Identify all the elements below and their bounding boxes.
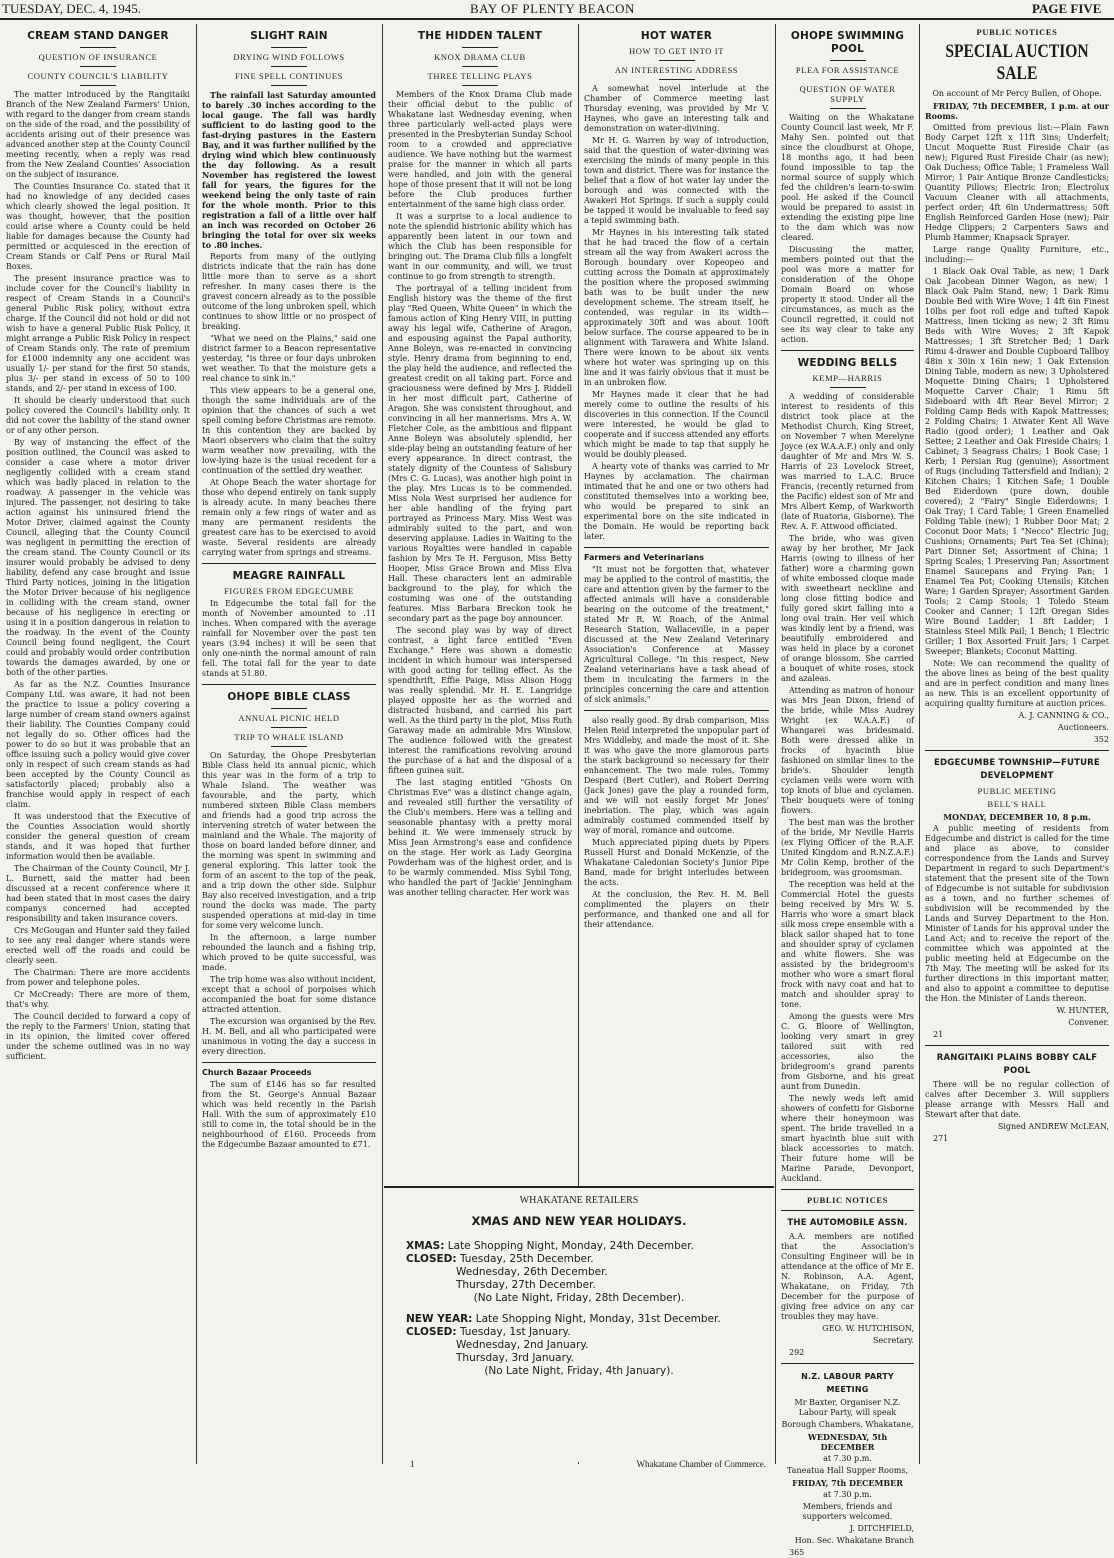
headline: MEAGRE RAINFALL — [232, 570, 346, 582]
subheadline: TRIP TO WHALE ISLAND — [234, 732, 344, 742]
subheadline: ANNUAL PICNIC HELD — [238, 713, 340, 723]
headline: THE AUTOMOBILE ASSN. — [787, 1218, 908, 1228]
headline: HOT WATER — [640, 30, 713, 42]
paragraph: The last staging entitled "Ghosts On Christmas Eve" was a distinct change again, and revealed still further the versatility of the Club's members. Here was a telling and seasonable phantasy with a pretty moral behind it. We were immensely struck by Miss Jean Armstrong's ease and confidence on the stage. Her work as Lady Georgina Powderham was of the highest order, and is to be warmly commended. Miss Sybil Tong, who handled the part of 'Jackie' Jenningham was another telling character. Her work was — [388, 778, 572, 897]
subheadline: AN INTERESTING ADDRESS — [614, 65, 739, 75]
paragraph: Waiting on the Whakatane County Council last week, Mr F. Mahy Sen. pointed out that since the cloudburst at Ohope, 18 months ago, it had been found impossible to tap the normal source of supply which fed the children's learn-to-swim pool. He asked if the Council would be prepared to assist in extending the existing pipe line to the dam which was now cleared. — [781, 113, 914, 242]
paragraph: As far as the N.Z. Counties Insurance Company Ltd. was aware, it had not been the practice to issue a policy covering a large number of cream stand owners against their liability. The Counties Company could not legally do so. Other offices had the power to do so but it was probable that an office issuing such a policy would give cover only in respect of such cream stands as had been accepted by the County Council as satisfactorily placed; probably also a franchise would apply in respect of each claim. — [6, 680, 190, 809]
paragraph: There will be no regular collection of calves after December 3. Will suppliers please arrange with Messrs Hall and Stewart after that date. — [925, 1080, 1109, 1119]
side-headline: Church Bazaar Proceeds — [202, 1068, 312, 1077]
paragraph: At Ohope Beach the water shortage for those who depend entirely on tank supply is already acute. In many beaches there remain only a few rings of water and as many are permanent residents the greatest care has to be exercised to avoid waste. Several residents are already carrying water from springs and streams. — [202, 478, 376, 557]
late-night-note: (No Late Night, Friday, 4th January). — [484, 1365, 674, 1377]
divider — [80, 47, 116, 48]
divider — [271, 727, 307, 728]
divider — [584, 710, 769, 711]
paragraph: The second play was by way of direct contrast, a light farce entitled "Even Exchange." Here was shown a domestic incident in which humour was interspersed with good acting for telling effect. As the spendthrift, Effie Paige, Miss Alison Hogg was really splendid. Mr H. E. Langridge played opposite her as the worried and distracted husband, and carried his part well. As the third party in the plot, Miss Ruth Garaway made an admirable Mrs Winslow. The audience followed with the greatest interest the ramifications revolving around the purchase of a hat and the disposal of a fifteen guinea suit. — [388, 626, 573, 775]
divider — [781, 1189, 914, 1190]
page-number: PAGE FIVE — [1032, 1, 1102, 16]
paragraph: The trip home was also without incident, except that a school of porpoises which accompanied the boat for some distance attracted attention. — [202, 975, 376, 1014]
xmas-line — [406, 1240, 774, 1253]
signature: GEO. W. HUTCHISON, — [822, 1324, 914, 1333]
paragraph: "What we need on the Plains," said one district farmer to a Beacon representative yesterday, "is three or four days unbroken wet weather. To that the moisture gets a real chance to sink in." — [202, 334, 376, 383]
divider — [830, 79, 866, 80]
divider — [80, 66, 116, 67]
signature-title: Auctioneers. — [1057, 723, 1109, 732]
divider — [462, 47, 498, 48]
notice-number: 1 — [410, 1459, 415, 1469]
closed-date: Tuesday, 1st January. — [459, 1326, 571, 1338]
advert-title: XMAS AND NEW YEAR HOLIDAYS. — [471, 1214, 687, 1228]
article-cream-stand — [6, 24, 190, 1464]
paragraph: The Counties Insurance Co. stated that it had no knowledge of any decided cases which clearly showed the legal position. It was thought, however, that the position could arise where a County could be held liable for damages because the County had permitted or acquiesced in the erection of Cream Stands or Calf Pens or Rural Mail Boxes. — [6, 182, 190, 271]
closed-date: Thursday, 3rd January. — [456, 1352, 574, 1364]
masthead — [0, 0, 1114, 20]
closed-label: CLOSED: — [406, 1326, 457, 1338]
notice-number: 365 — [789, 1548, 805, 1557]
column-rule — [775, 24, 776, 1464]
notice-line: at 7.30 p.m. — [823, 1454, 872, 1463]
xmas-text: Late Shopping Night, Monday, 24th December. — [447, 1240, 694, 1252]
divider — [462, 66, 498, 67]
divider — [830, 108, 866, 109]
closed-label: CLOSED: — [406, 1253, 457, 1265]
paragraph: The matter introduced by the Rangitaiki Branch of the New Zealand Farmers' Union, with regard to the danger from cream stands on the side of the road, and the possibility of accidents arising out of their presence was advanced another step at the County Council meeting recently, when a reply was read from the New Zealand Counties' Association on the subject of insurance. — [6, 90, 190, 179]
headline: CREAM STAND DANGER — [27, 30, 169, 42]
subheadline: HOW TO GET INTO IT — [628, 46, 724, 56]
divider — [659, 60, 695, 61]
divider — [584, 547, 769, 548]
divider — [781, 1363, 914, 1364]
article-hot-water — [584, 24, 769, 1182]
subheadline: DRYING WIND FOLLOWS — [233, 52, 345, 62]
paragraph: Mr Haynes in his interesting talk stated that he had traced the flow of a certain stream all the way from Awakeri across the Borough boundary over Kopeopeo and cutting across the Domain at approximately the position where the proposed swimming bath was to be built under the new development scheme. The stream itself, he contended, was regular in its width—approximately 30ft and was about 100ft below surface. The course appeared to be in alignment with Tarawera and White Island. There were known to be about six vents where hot water was springing up on this line and it was fairly obvious that it must be in an unbroken flow. — [584, 228, 769, 387]
closed-date: Thursday, 27th December. — [456, 1279, 596, 1291]
newyear-line — [406, 1313, 774, 1326]
paragraph: It was a surprise to a local audience to note the splendid histrionic ability which has apparently been latent in our town and which the Club has been responsible for bringing out. The Drama Club fills a longfelt want in our community, and will, we trust continue to go from strength to strength. — [388, 212, 572, 281]
divider — [830, 60, 866, 61]
section-label: PUBLIC NOTICES — [807, 1195, 888, 1205]
advert-heading: WHAKATANE RETAILERS — [519, 1195, 639, 1206]
signature: A. J. CANNING & CO., — [1018, 711, 1109, 720]
article-hidden-talent — [388, 24, 572, 1182]
subheadline: KNOX DRAMA CLUB — [434, 52, 526, 62]
paragraph: A somewhat novel interlude at the Chamber of Commerce meeting last Thursday evening, was provided by Mr V. Haynes, who gave an interesting talk and demonstration on water-divining. — [584, 84, 769, 133]
paragraph: By way of instancing the effect of the position outlined, the Council was asked to consider a case where a motor driver negligently collided with a cream stand which was badly placed in relation to the roadway. A passenger in the vehicle was injured. The passenger, not desiring to take action against his uninsured friend the Motor Driver, claimed against the County Council, alleging that the County Council was negligent in permitting the erection of the cream stand. The County Council or its insurer would probably be advised to deny liability, defend any case brought and issue Third Party notices, joining in the litigation the Motor Driver because of his negligence in colliding with the cream stand, owner because of his negligence in erecting or using it in a position dangerous in relation to the roadway. In the event of the County Council being found negligent, the Court could and probably would order contribution towards the damages awarded, by one or both of the other parties. — [6, 438, 190, 677]
subheadline: THREE TELLING PLAYS — [427, 71, 533, 81]
notice-number: 352 — [1093, 735, 1109, 744]
paragraph: The bride, who was given away by her brother, Mr Jack Harris (owing to illness of her father) wore a charming gown of white embossed cloque made with sweetheart neckline and long close fitting bodice and fully gored skirt falling into a long oval train. Her veil which was kindly lent by a friend, was beautifully embroidered and was held in place by a coronet of orange blossom. She carried a bouquet of white roses, stock and azaleas. — [781, 534, 914, 683]
subheadline: KEMP—HARRIS — [812, 373, 883, 383]
paragraph: Members of the Knox Drama Club made their official debut to the public of Whakatane last Wednesday evening, when three particularly well-acted plays were presented in the Presbyterian Sunday School room to a crowded and appreciative audience. We have nothing but the warmest praise for the manner in which all parts were handled, and join with the general hope of those present that it will not be long before the Club produces further entertainment of the same high class order. — [388, 90, 572, 209]
divider — [271, 708, 307, 709]
paragraph: Reports from many of the outlying districts indicate that the rain has done little more than to serve as a short refresher. In many cases there is the gravest concern already as to the possible outcome of the long unbroken spell, which continues to show little or no prospect of breaking. — [202, 252, 376, 331]
signature-title: Convener. — [1068, 1018, 1109, 1027]
late-night-note: (No Late Night, Friday, 28th December). — [473, 1292, 685, 1304]
paragraph: The best man was the brother of the bride, Mr Neville Harris (ex Flying Officer of the R.A.F. United Kingdom and R.N.Z.A.F.) Mr Colin Kemp, brother of the bridegroom, was groomsman. — [781, 818, 914, 877]
headline: RANGITAIKI PLAINS BOBBY CALF POOL — [936, 1053, 1098, 1076]
paragraph: In Edgecumbe the total fall for the month of November amounted to .11 inches. When compared with the average rainfall for November over the past ten years (3.94 inches) it will be seen that only one-ninth the normal amount of rain fell. The total fall for the year to date stands at 51.80. — [202, 599, 376, 678]
paragraph: Mr H. G. Warren by way of introduction, said that the question of water-divining was exercising the minds of many people in this town and district. There was for instance the belief that a flow of hot water lay under the borough and was connected with the Awakeri Hot Springs. If such a supply could be tapped it would be invaluable to feed say a tepid swimming bath. — [584, 136, 769, 225]
notice-line: at 7.30 p.m. — [823, 1490, 872, 1499]
signature: W. HUNTER, — [1056, 1006, 1109, 1015]
signature: Signed ANDREW McLEAN, — [997, 1122, 1109, 1131]
paragraph: In the afternoon, a large number rebounded the launch and a fishing trip, which proved to be quite successful, was made. — [202, 933, 376, 972]
paragraph: The Chairman of the County Council, Mr J. L. Burnett, said the matter had been discussed at a recent conference where it had been stated that in most cases the dairy companys concerned had accepted responsibility and taken insurance covers. — [6, 864, 190, 923]
paragraph: also really good. By drab comparison, Miss Helen Reid interpreted the unpopular part of Mrs Widdleby, and made the most of it. She it was who gave the more glamorous parts the stark background so necessary for their enhancement. The two male roles, Tommy Despard (Bert Cutler), and Robert Derring (Jack Jones) gave the play a rounded form, and we will not easily forget Mr Jones' inebriation. The play, which was again admirably costumed commended itself by way of moral, romance and outcome. — [584, 716, 769, 835]
divider — [271, 66, 307, 67]
divider — [462, 85, 498, 86]
signature-title: Secretary. — [872, 1336, 914, 1345]
paragraph: The portrayal of a telling incident from English history was the theme of the first play "Red Queen, White Queen" in which the famous action of King Henry VIII, in putting away his legal wife, Catherine of Aragon, and espousing against the Papal authority, Anne Boleyn, was re-enacted in convincing style. Henry drama from beginning to end, the play held the audience, and reflected the greatest credit on all taking part. Force and graciousness were defined by Mrs J. Riddell in her most difficult part, Catherine of Aragon. She was consistent throughout, and convincing in all her mannerisms. Mrs A. W. Fletcher Cole, as the ambitious and flippant Anne Boleyn was absolutely splendid, her side-play being an outstanding feature of her every appearance. In direct contrast, the stately dignity of the Countess of Salisbury (Mrs C. G. Lucas), was another high point in the play. Mrs Lucas is to be commended. Miss Nola West surprised her audience for her able handling of the frying part portrayed as Princess Mary. Miss West was admirably suited to the part, and won deserving applause. Ladies in Waiting to the various Royalties were handled in capable fashion by Mrs Te H. Ferguson, Miss Betty Hooper, Miss Grace Brown and Miss Elva Hall. These characters lent an admirable background to the play, for which the costuming was one of the outstanding features. Miss Barbara Breckon took he secondary part as the page boy announcer. — [388, 284, 572, 623]
notice-line: FRIDAY, 7th DECEMBER — [792, 1478, 903, 1488]
notice-line: WEDNESDAY, 5th DECEMBER — [807, 1432, 888, 1452]
divider — [271, 47, 307, 48]
paragraph: It should be clearly understood that such policy covered the Council's liability only. It did not cover the liability of the stand owner or of any other person. — [6, 396, 190, 435]
closed-date: Tuesday, 25th December. — [459, 1253, 594, 1265]
paragraph: Among the guests were Mrs C. G. Bloore of Wellington, looking very smart in grey tailored suit with red accessories, also the bridegroom's grand parents from Gisborne, and his great aunt from Dunedin. — [781, 1012, 914, 1091]
subheadline: PUBLIC MEETING — [977, 786, 1057, 796]
paragraph: Attending as matron of honour was Mrs Jean Dixon, friend of the bride, while Miss Audrey Wright (ex W.A.A.F.) of Whangarei was bridesmaid. Both were dressed alike in frocks of hyacinth blue fashioned on similar lines to the bride's. Shoulder length cyclamen veils were worn with top knots of blue and cyclamen. Their bouquets were of toning flowers. — [781, 686, 915, 815]
paragraph: This view appears to be a general one, though the same individuals are of the opinion that the chances of such a wet spell coming before Christmas are remote. In this contention they are backed by Maori observers who claim that the sultry warm weather now prevailing, with the low-lying haze is the usual recedent for a continuation of the settled dry weather. — [202, 386, 376, 475]
lead-paragraph: The rainfall last Saturday amounted to barely .30 inches according to the local gauge. The fall was hardly sufficient to do lasting good to the fast-drying pastures in the Eastern Bay, and it was further nullified by the drying wind which blew continuously the day following. As a result November has registered the lowest fall for years, the figures for the weekend being the only taste of rain for the whole month. Prior to this registration a fall of a little over half an inch was recorded on October 26 bringing the total for over six weeks to .80 inches. — [202, 90, 376, 250]
paragraph: A public meeting of residents from Edgecumbe and district is called for the time and place as above, to consider correspondence from the Lands and Survey Department in regard to such Department's statement that the present site of the Town of Edgecumbe is not suitable for subdivision as a town, and no further schemes of subdivision will be recommended by the Lands and Survey Department to the Hon. Minister of Lands for his approval under the Land Act; and to receive the report of the committee which was appointed at the public meeting held at Edgecumbe on the 7th May. The meeting will be asked for its further directions in this important matter, and also to appoint a committee to deputise the Hon. the Minister of Lands thereon. — [925, 824, 1109, 1003]
paper-name: BAY OF PLENTY BEACON — [470, 1, 635, 16]
subheadline: FIGURES FROM EDGECUMBE — [224, 586, 354, 596]
subheadline: BELL'S HALL — [987, 799, 1047, 809]
signature: Whakatane Chamber of Commerce. — [636, 1459, 766, 1469]
paragraph: The newly weds left amid showers of confetti for Gisborne where their honeymoon was spent. The bride travelled in a smart hyacinth blue suit with black accessories to match. Their future home will be Marine Parade, Devonport, Auckland. — [781, 1094, 914, 1183]
paragraph: At the conclusion, the Rev. H. M. Bell complimented the players on their performance, and thanked one and all for their attendance. — [584, 890, 769, 929]
paragraph: The sum of £146 has so far resulted from the St. George's Annual Bazaar which was held recently in the Parish Hall. With the sum of approximately £10 still to come in, the total should be in the neighbourhood of £160. Proceeds from the Edgecumbe Bazaar amounted to £71. — [202, 1080, 376, 1149]
column-rule — [919, 24, 920, 1464]
divider — [202, 563, 376, 564]
signature-title: Hon. Sec. Whakatane Branch — [794, 1536, 914, 1545]
divider — [271, 746, 307, 747]
paragraph: The Council decided to forward a copy of the reply to the Farmers' Union, stating that in its opinion, the limited cover offered under the scheme outlined was in no way sufficient. — [6, 1012, 190, 1061]
paragraph: Large range Quality Furniture, etc., including:— — [925, 245, 1109, 264]
notice-number: 271 — [933, 1134, 949, 1143]
retailers-holiday-advert — [384, 1186, 774, 1469]
divider — [659, 79, 695, 80]
paragraph: 1 Black Oak Oval Table, as new; 1 Dark Oak Jacobean Dinner Wagon, as new; 1 Black Oak Palm Stand, new; 1 Dark Rimu Double Bed with Wire Wove; 1 4ft 6in Finest 10lbs per foot roll edge and tufted Kapok Mattress, linen ticking as new; 2 3ft Rimu Beds with Wire Woves; 2 3ft Kapok Mattresses; 1 3ft Stretcher Bed; 1 Dark Rimu 4-drawer and Double Cupboard Tallboy 48in x 30in x 16in new; 1 Oak Extension Dining Table, modern as new; 3 Upholstered Moquette Dining Chairs; 1 Upholstered Moquette Carver Chair; 1 Rimu 5ft Sideboard with 4ft Rear Bevel Mirror; 2 Folding Camp Beds with Kapok Mattresses; 2 Folding Chairs; 1 Atwater Kent All Wave Radio (good order); 1 Leather and Oak Settee; 2 Leather and Oak Fireside Chairs; 1 Cabinet; 3 Seagrass Chairs; 1 Book Case; 1 Kerb; 1 Persian Rug (genuine); Assortment of Rugs (including Tattersfield and Indian); 2 Kitchen Chairs; 1 Kitchen Safe; 1 Double Bed Eiderdown (pure down, double covered); 2 "Fairy" Single Eiderdowns; 1 Oak Tray; 1 Card Table; 1 Green Enamelled Folding Table (new); 1 Rubber Door Mat; 2 Coconut Door Mats; 1 "Necco" Electric Jug; Cushions; Ornaments; Part Tea Set (China); Part Dinner Set; Assortment of China; 1 Spring Scales; 1 Preserving Pan; Assortment Enamel Saucepans and Frying Pan; 1 Enamel Tea Pot; Cooking Utensils; Kitchen Ware; 1 Garden Sprayer; Assortment Garden Tools; 2 Camp Stools; 1 Toledo Steam Cooker and Canner; 1 12ft Oregan Sides Wire Bound Ladder; 1 8ft Ladder; 1 Stainless Steel Milk Pail; 1 Bench; 1 Electric Griller; 1 Box Assorted Fruit Jars; 1 Carpet Sweeper; Blankets; Coconut Matting. — [925, 267, 1109, 656]
headline: OHOPE BIBLE CLASS — [227, 691, 351, 703]
divider — [925, 1045, 1109, 1046]
newyear-label: NEW YEAR: — [406, 1313, 473, 1325]
side-headline: Farmers and Veterinarians — [584, 553, 704, 562]
divider — [781, 1210, 914, 1211]
subheadline: QUESTION OF INSURANCE — [38, 52, 158, 62]
closed-date: Wednesday, 26th December. — [456, 1266, 608, 1278]
notice-line: Taneatua Hall Supper Rooms, — [786, 1466, 909, 1475]
subheadline: COUNTY COUNCIL'S LIABILITY — [27, 71, 169, 81]
paragraph: Cr McCready: There are more of them, that's why. — [6, 990, 190, 1009]
divider — [202, 1062, 376, 1063]
article-slight-rain — [202, 24, 376, 1464]
paragraph: "It must not be forgotten that, whatever may be applied to the control of mastitis, the care and attention given by the farmer to the affected animals will have a considerable bearing on the outcome of the treatment," stated Mr R. W. Roach, of the Animal Research Station, Wallaceville, in a paper discussed at the New Zealand Veterinary Association's Conference at Massey Agricultural College. "In this respect, New Zealand veterinarians have a task ahead of them in inculcating the farmers in the principles concerning the care and attention of sick animals." — [584, 565, 769, 704]
divider — [202, 684, 376, 685]
paragraph: Much appreciated piping duets by Pipers Russell Hurst and Donald McKenzie, of the Whakatane Caledonian Society's Junior Pipe Band, made for bright interludes between the acts. — [584, 838, 769, 887]
newyear-text: Late Shopping Night, Monday, 31st December. — [475, 1313, 721, 1325]
divider — [925, 750, 1109, 751]
xmas-label: XMAS: — [406, 1240, 445, 1252]
section-label: PUBLIC NOTICES — [976, 27, 1058, 37]
notice-line: Mr Baxter, Organiser N.Z. Labour Party, will speak — [794, 1398, 901, 1417]
paragraph: Omitted from previous list:—Plain Fawn Body Carpet 12ft x 11ft 3ins; Underfelt; Uncut Moquette Rust Fireside Chair (as new); Figured Rust Fireside Chair (as new); Oak Duchess; Office Table; 1 Frameless Wall Mirror; 1 Pair Antique Bronze Candlesticks; Quantity Pillows; Electric Iron; Electrolux Vacuum Cleaner with all attachments, perfect order; 4ft 6in Undermattress; 50ft English Reinforced Garden Hose (new); Pair Hedge Clippers; 2 Carpenters Saws and Plumb Hammer; Knapsack Sprayer. — [925, 123, 1109, 242]
paragraph: Note: We can recommend the quality of the above lines as being of the best quality and are in perfect condition and many lines as new. This is an excellent opportunity of acquiring quality furniture at auction prices. — [925, 659, 1109, 708]
divider — [271, 85, 307, 86]
issue-date: TUESDAY, DEC. 4, 1945. — [2, 1, 142, 16]
headline: EDGECUMBE TOWNSHIP—FUTURE DEVELOPMENT — [934, 758, 1100, 781]
closed-date: Wednesday, 2nd January. — [456, 1339, 589, 1351]
column-rule — [196, 24, 197, 1464]
public-notices-column — [925, 24, 1109, 1464]
paragraph: The Chairman: There are more accidents from power and telephone poles. — [6, 968, 190, 987]
paragraph: FRIDAY, 7th DECEMBER, 1 p.m. at our Rooms. — [925, 101, 1109, 121]
paragraph: Mr Haynes made it clear that he had merely come to outline the results of his discoveries in this connection. If the Council were interested, he would be glad to cooperate and if success attended any efforts which might be made to tap that supply he would be doubly pleased. — [584, 390, 769, 459]
subheadline: PLEA FOR ASSISTANCE — [795, 65, 900, 75]
paragraph: Discussing the matter, members pointed out that the pool was more a matter for consideration of the Ohope Domain Board on whose property it stood. Under all the circumstances, as much as the Council regretted, it could not see its way clear to take any action. — [781, 245, 914, 344]
headline: SPECIAL AUCTION SALE — [945, 41, 1089, 84]
paragraph: It was understood that the Executive of the Counties Association would shortly consider the general question of cream stands, and it was hoped that further information would then be available. — [6, 812, 190, 861]
notice-number: 292 — [789, 1348, 805, 1357]
paragraph: The excursion was organised by the Rev. H. M. Bell, and all who participated were unanimous in voting the day a success in every direction. — [202, 1017, 376, 1056]
divider — [781, 350, 914, 351]
article-ohope-pool — [781, 24, 915, 1557]
paragraph: A.A. members are notified that the Association's Consulting Engineer will be in attendance at the office of Mr E. N. Robinson, A.A. Agent, Whakatane, on Friday, 7th December for the purpose of giving free advice on any car troubles they may have. — [781, 1232, 914, 1321]
notice-line: Borough Chambers, Whakatane, — [781, 1420, 914, 1429]
headline: THE HIDDEN TALENT — [417, 30, 543, 42]
signature: J. DITCHFIELD, — [849, 1524, 914, 1533]
paragraph: Crs McGougan and Hunter said they failed to see any real danger where stands were erected well off the roads and could be clearly seen. — [6, 926, 190, 965]
notice-line: Members, friends and supporters welcomed. — [802, 1502, 893, 1521]
headline: WEDDING BELLS — [797, 357, 898, 369]
headline: SLIGHT RAIN — [250, 30, 328, 42]
paragraph: A wedding of considerable interest to residents of this district took place at the Methodist Church, King Street, on November 7 when Merelyne Joyce (ex W.A.A.F.) only and only daughter of Mr and Mrs W. S. Harris of 23 Lovelock Street, was married to L.A.C. Bruce Francis, (recently returned from the Pacific) eldest son of Mr and Mrs Albert Kemp, of Warkworth (late of Ruatoria, Gisborne). The Rev. A. F. Attwood officiated. — [781, 392, 914, 531]
subheadline: FINE SPELL CONTINUES — [234, 71, 344, 81]
subheadline: QUESTION OF WATER SUPPLY — [799, 84, 896, 104]
closed-line — [406, 1326, 774, 1339]
divider — [830, 387, 866, 388]
notice-number: 21 — [933, 1030, 944, 1039]
paragraph: The present insurance practice was to include cover for the Council's liability in respect of Cream Stands in a Council's general Public Risk policy, without extra charge. If the Council did not hold or did not wish to have a general Public Risk Policy, it might arrange a Public Risk Policy in respect of Cream Stands only. The rate of premium for £1000 indemnity any one accident was usually 1/- per stand for the first 50 stands, plus 3/- per stand in excess of 50 to 100 stands, and 2/- per stand in excess of 100. — [6, 274, 190, 393]
column-rule — [382, 24, 383, 1464]
paragraph: MONDAY, DECEMBER 10, 8 p.m. — [943, 812, 1091, 822]
paragraph: The reception was held at the Commercial Hotel the guests being received by Mrs W. S. Harris who wore a smart black silk moss crepe ensemble with a black sailor shaped hat to tone and shoulder spray of cyclamen and white flowers. She was assisted by the bridegroom's mother who wore a smart floral frock with navy coat and hat to match and shoulder spray to tone. — [781, 880, 914, 1009]
paragraph: A hearty vote of thanks was carried to Mr Haynes by acclamation. The chairman intimated that he and one or two others had constituted themselves into a working bee, who would be prepared to sink an experimental bore on the site indicated in the Domain. He would be reporting back later. — [584, 462, 769, 541]
paragraph: On account of Mr Percy Bullen, of Ohope. — [932, 89, 1102, 98]
headline: OHOPE SWIMMING POOL — [790, 30, 905, 55]
divider — [80, 85, 116, 86]
headline: N.Z. LABOUR PARTY MEETING — [801, 1372, 894, 1394]
closed-line — [406, 1253, 774, 1266]
paragraph: On Saturday, the Ohope Presbyterian Bible Class held its annual picnic, which this year was in the form of a trip to Whale Island. The weather was favourable, and the party, which numbered sixteen Bible Class members and friends had a good trip across the intervening stretch of water between the mainland and the Whale. The majority of those on board landed before dinner, and the morning was spent in swimming and general exploring. This latter took the form of an ascent to the top of the peak, and a trip down the other side. Sulphur Bay also received investigation, and a trip round the docks was made. The party suspended operations at mid-day in time for some very welcome lunch. — [202, 751, 376, 930]
